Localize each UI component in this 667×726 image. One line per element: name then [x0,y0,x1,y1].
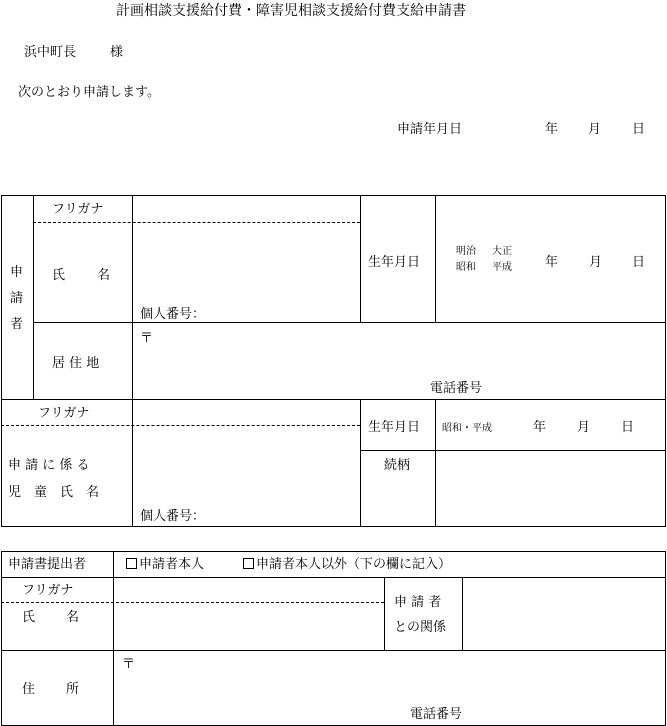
page-title: 計画相談支援給付費・障害児相談支援給付費支給申請書 [116,3,466,19]
era-taisho: 大正 [492,246,512,257]
submitter-name-label-1: 氏 [22,610,36,625]
date-day: 日 [632,122,646,137]
intro-text: 次のとおり申請します。 [18,85,160,100]
submitter-furigana-label: フリガナ [22,583,74,598]
child-personal-number-label: 個人番号： [140,509,206,524]
applicant-birth-day: 日 [632,255,646,270]
child-birth-year: 年 [533,420,547,435]
checkbox-other-than-applicant[interactable] [243,558,254,569]
era-meiji: 明治 [456,246,476,257]
option-other-than-applicant[interactable] [243,558,451,571]
era-showa: 昭和 [456,262,476,273]
applicant-side-label-3: 者 [10,317,24,332]
child-birth-month: 月 [577,420,591,435]
applicant-name-label-2: 名 [97,268,111,283]
child-name-label-line1: 申 請 に 係 る [8,458,90,473]
child-birth-label: 生年月日 [368,420,421,435]
applicant-birth-month: 月 [589,255,603,270]
applicant-side-label-2: 請 [10,291,24,306]
applicant-birth-year: 年 [545,255,559,270]
submitter-address-label-2: 所 [66,682,80,697]
applicant-furigana-label: フリガナ [52,202,104,217]
date-year: 年 [545,122,559,137]
applicant-birth-label: 生年月日 [368,255,421,270]
submitter-name-label-2: 名 [66,610,80,625]
child-relation-label: 続柄 [384,458,411,473]
child-era: 昭和・平成 [442,423,492,434]
date-label: 申請年月日 [397,122,463,137]
date-month: 月 [588,122,602,137]
applicant-phone-label: 電話番号 [430,381,483,396]
addressee: 浜中町長 [24,45,77,60]
applicant-side-label-1: 申 [10,265,24,280]
era-heisei: 平成 [492,262,512,273]
checkbox-applicant-self[interactable] [126,558,137,569]
submitter-phone-label: 電話番号 [410,707,463,722]
submitter-relation-line1: 申 請 者 [394,595,442,610]
child-furigana-label: フリガナ [38,406,90,421]
applicant-name-label-1: 氏 [52,268,66,283]
submitter-label: 申請書提出者 [8,557,87,572]
option-other-than-applicant-label: 申請者本人以外（下の欄に記入） [256,557,452,572]
child-name-label-line2: 児 童 氏 名 [8,485,100,500]
applicant-postal-mark: 〒 [140,331,154,346]
option-applicant-self[interactable] [126,558,204,571]
applicant-personal-number-label: 個人番号： [140,307,206,322]
honorific: 様 [110,45,124,60]
applicant-address-label: 居 住 地 [52,356,100,371]
child-birth-day: 日 [621,420,635,435]
submitter-postal-mark: 〒 [122,657,136,672]
option-applicant-self-label: 申請者本人 [139,557,205,572]
submitter-address-label-1: 住 [22,682,36,697]
submitter-relation-line2: との関係 [394,620,447,635]
